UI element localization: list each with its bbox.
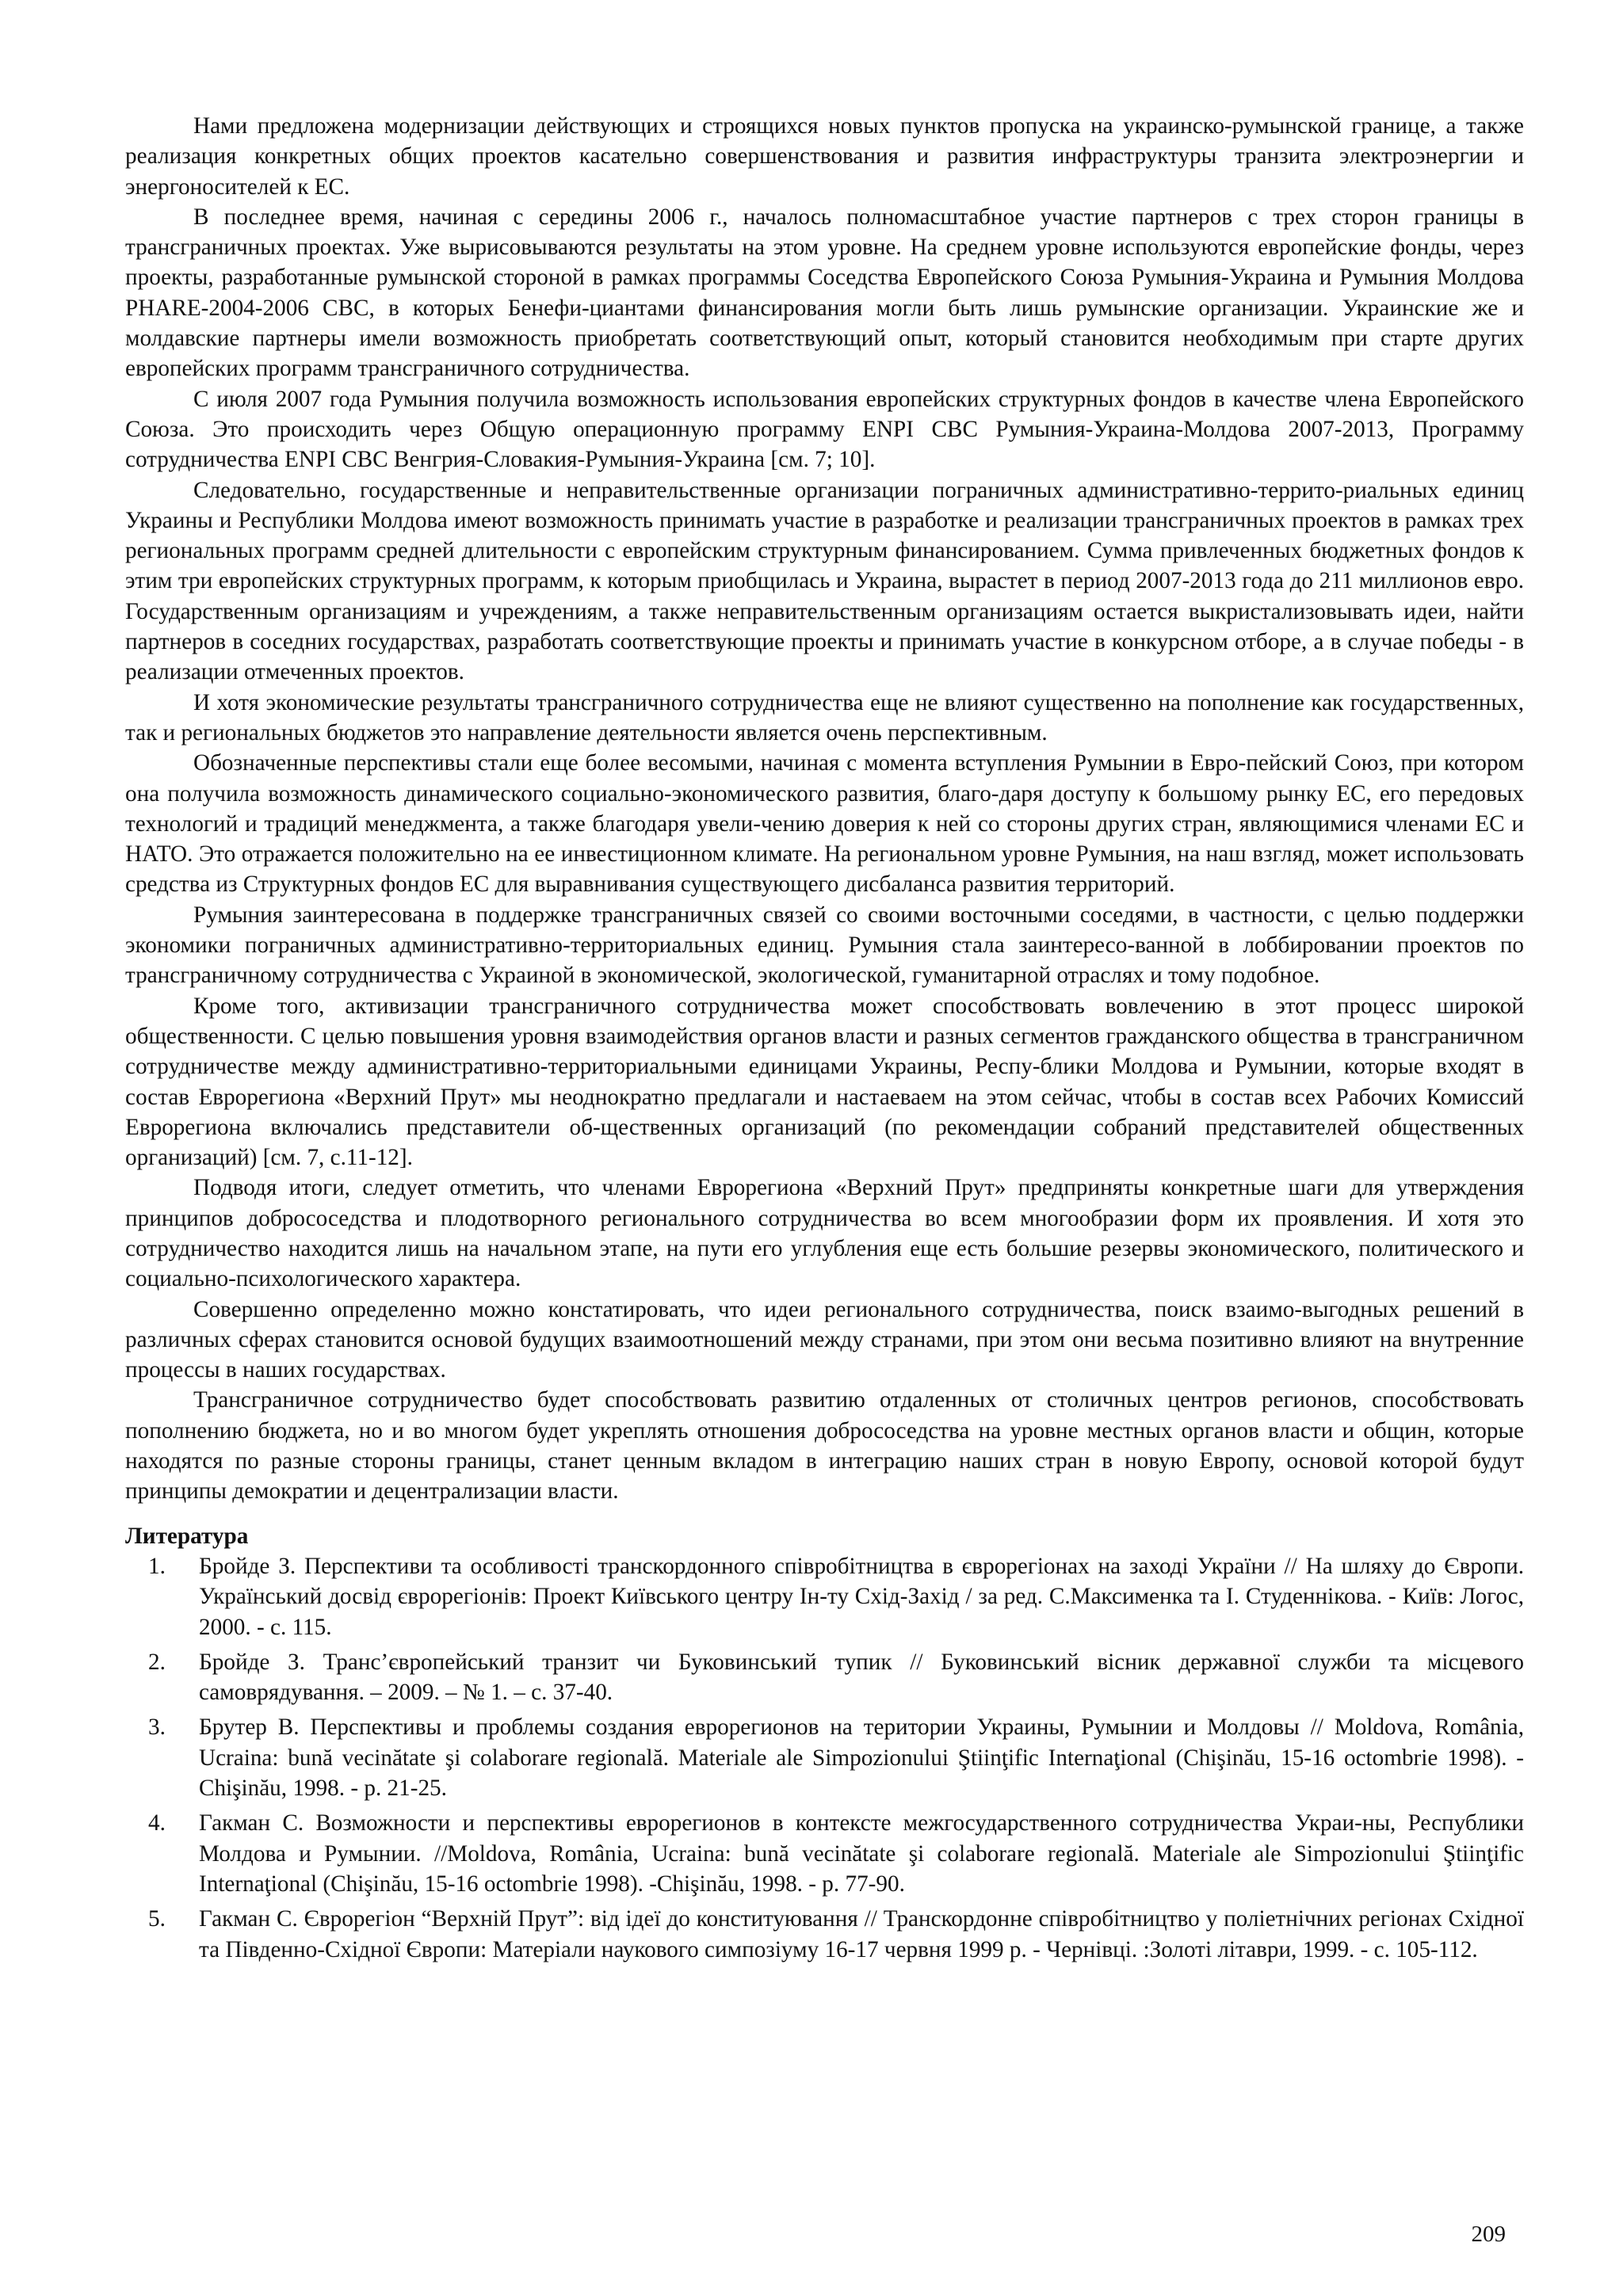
body-paragraph: Подводя итоги, следует отметить, что членами Еврорегиона «Верхний Прут» предприняты конкретные шаги для утверждения принципов добрососедства и плодотворного регионального сотрудничества во всем многообразии форм их проявления. И хотя это сотрудничество находится лишь на начальном этапе, на пути его углубления еще есть большие резервы экономического, политического и социально-психологического характера. — [125, 1175, 1524, 1292]
reference-item — [125, 1551, 1524, 1642]
reference-number: 4. — [148, 1810, 166, 1836]
page-number: 209 — [1471, 2222, 1506, 2247]
reference-number: 5. — [148, 1906, 166, 1932]
references-heading: Литература — [125, 1523, 249, 1549]
body-paragraph: Трансграничное сотрудничество будет способствовать развитию отдаленных от столичных центров регионов, способствовать пополнению бюджета, но и во многом будет укреплять отношения добрососедства на уровне местных органов власти и общин, которые находятся по разные стороны границы, станет ценным вкладом в интеграцию наших стран в новую Европу, основой которой будут принципы демократии и децентрализации власти. — [125, 1387, 1524, 1505]
body-paragraph: Совершенно определенно можно констатировать, что идеи регионального сотрудничества, поиск взаимо-выгодных решений в различных сферах становится основой будущих взаимоотношений между странами, при этом они весьма позитивно влияют на внутренние процессы в наших государствах. — [125, 1296, 1524, 1383]
document-page — [125, 111, 1524, 1970]
body-paragraph: И хотя экономические результаты трансграничного сотрудничества еще не влияют существенно на пополнение как государственных, так и региональных бюджетов это направление деятельности является очень перспективным. — [125, 689, 1524, 746]
body-paragraph: Следовательно, государственные и неправительственные организации пограничных административно-террито-риальных единиц Украины и Республики Молдова имеют возможность принимать участие в разработке и реализации трансграничных проектов в рамках трех региональных программ средней длительности с европейским структурным финансированием. Сумма привлеченных бюджетных фондов к этим три европейских структурных программ, к которым приобщилась и Украина, вырастет в период 2007-2013 года до 211 миллионов евро. Государственным организациям и учреждениям, а также неправительственным организациям остается выкристализовывать идеи, найти партнеров в соседних государствах, разработать соответствующие проекты и принимать участие в конкурсном отборе, а в случае победы - в реализации отмеченных проектов. — [125, 477, 1524, 685]
reference-item — [125, 1904, 1524, 1965]
references-list — [125, 1551, 1524, 1965]
reference-number: 1. — [148, 1553, 166, 1579]
body-paragraph: С июля 2007 года Румыния получила возможность использования европейских структурных фондов в качестве члена Европейского Союза. Это происходить через Общую операционную программу ENPI CBC Румыния-Украина-Молдова 2007-2013, Программу сотрудничества ENPI CBC Венгрия-Словакия-Румыния-Украина [см. 7; 10]. — [125, 386, 1524, 473]
reference-number: 2. — [148, 1649, 166, 1675]
reference-text: Гакман С. Возможности и перспективы еврорегионов в контексте межгосударственного сотрудничества Украи-ны, Республики Молдова и Румынии. //Moldova, România, Ucraina: bună vecinătate şi colaborare regională. Materiale ale Simpozionului Ştiinţific Internaţional (Chişinău, 15-16 octombrie 1998). -Chişinău, 1998. - p. 77-90. — [199, 1810, 1524, 1897]
reference-item — [125, 1808, 1524, 1899]
reference-item — [125, 1647, 1524, 1708]
reference-text: Бройде З. Транс’європейський транзит чи Буковинський тупик // Буковинський вісник державної служби та місцевого самоврядування. – 2009. – № 1. – с. 37-40. — [199, 1649, 1524, 1706]
body-paragraph: Нами предложена модернизации действующих и строящихся новых пунктов пропуска на украинско-румынской границе, а также реализация конкретных общих проектов касательно совершенствования и развития инфраструктуры транзита электроэнергии и энергоносителей к ЕС. — [125, 113, 1524, 200]
body-paragraph: Кроме того, активизации трансграничного сотрудничества может способствовать вовлечению в этот процесс широкой общественности. С целью повышения уровня взаимодействия органов власти и разных сегментов гражданского общества в трансграничном сотрудничестве между административно-территориальными единицами Украины, Респу-блики Молдова и Румынии, которые входят в состав Еврорегиона «Верхний Прут» мы неоднократно предлагали и настаеваем на этом сейчас, чтобы в состав всех Рабочих Комиссий Еврорегиона включались представители об-щественных организаций (по рекомендации собраний представителей общественных организаций) [см. 7, с.11-12]. — [125, 993, 1524, 1171]
body-paragraph: Румыния заинтересована в поддержке трансграничных связей со своими восточными соседями, в частности, с целью поддержки экономики пограничных административно-территориальных единиц. Румыния стала заинтересо-ванной в лоббировании проектов по трансграничному сотрудничества с Украиной в экономической, экологической, гуманитарной отраслях и тому подобное. — [125, 902, 1524, 989]
reference-text: Бройде З. Перспективи та особливості транскордонного співробітництва в єврорегіонах на заході України // На шляху до Європи. Український досвід єврорегіонів: Проект Київського центру Ін-ту Схід-Захід / за ред. С.Максименка та І. Студеннікова. - Київ: Логос, 2000. - с. 115. — [199, 1553, 1524, 1640]
reference-number: 3. — [148, 1714, 166, 1741]
reference-text: Гакман С. Єврорегіон “Верхній Прут”: від ідеї до конституювання // Транскордонне співробітництво у поліетнічних регіонах Східної та Південно-Східної Європи: Матеріали наукового симпозіуму 16-17 червня 1999 р. - Чернівці. :Золоті літаври, 1999. - с. 105-112. — [199, 1906, 1524, 1962]
reference-text: Брутер В. Перспективы и проблемы создания еврорегионов на територии Украины, Румынии и Молдовы // Moldova, România, Ucraina: bună vecinătate şi colaborare regională. Materiale ale Simpozionului Ştiinţific Internaţional (Chişinău, 15-16 octombrie 1998). - Chişinău, 1998. - p. 21-25. — [199, 1714, 1524, 1802]
body-paragraph: В последнее время, начиная с середины 2006 г., началось полномасштабное участие партнеров с трех сторон границы в трансграничных проектах. Уже вырисовываются результаты на этом уровне. На среднем уровне используются европейские фонды, через проекты, разработанные румынской стороной в рамках программы Соседства Европейского Союза Румыния-Украина и Румыния Молдова PHARE-2004-2006 CBC, в которых Бенефи-циантами финансирования могли быть лишь румынские организации. Украинские же и молдавские партнеры имели возможность приобретать соответствующий опыт, который становится необходимым при старте других европейских программ трансграничного сотрудничества. — [125, 204, 1524, 382]
reference-item — [125, 1712, 1524, 1803]
body-paragraph: Обозначенные перспективы стали еще более весомыми, начиная с момента вступления Румынии в Евро-пейский Союз, при котором она получила возможность динамического социально-экономического развития, благо-даря доступу к большому рынку ЕС, его передовых технологий и традиций менеджмента, а также благодаря увели-чению доверия к ней со стороны других стран, являющимися членами ЕС и НАТО. Это отражается положительно на ее инвестиционном климате. На региональном уровне Румыния, на наш взгляд, может использовать средства из Структурных фондов ЕС для выравнивания существующего дисбаланса развития территорий. — [125, 750, 1524, 898]
